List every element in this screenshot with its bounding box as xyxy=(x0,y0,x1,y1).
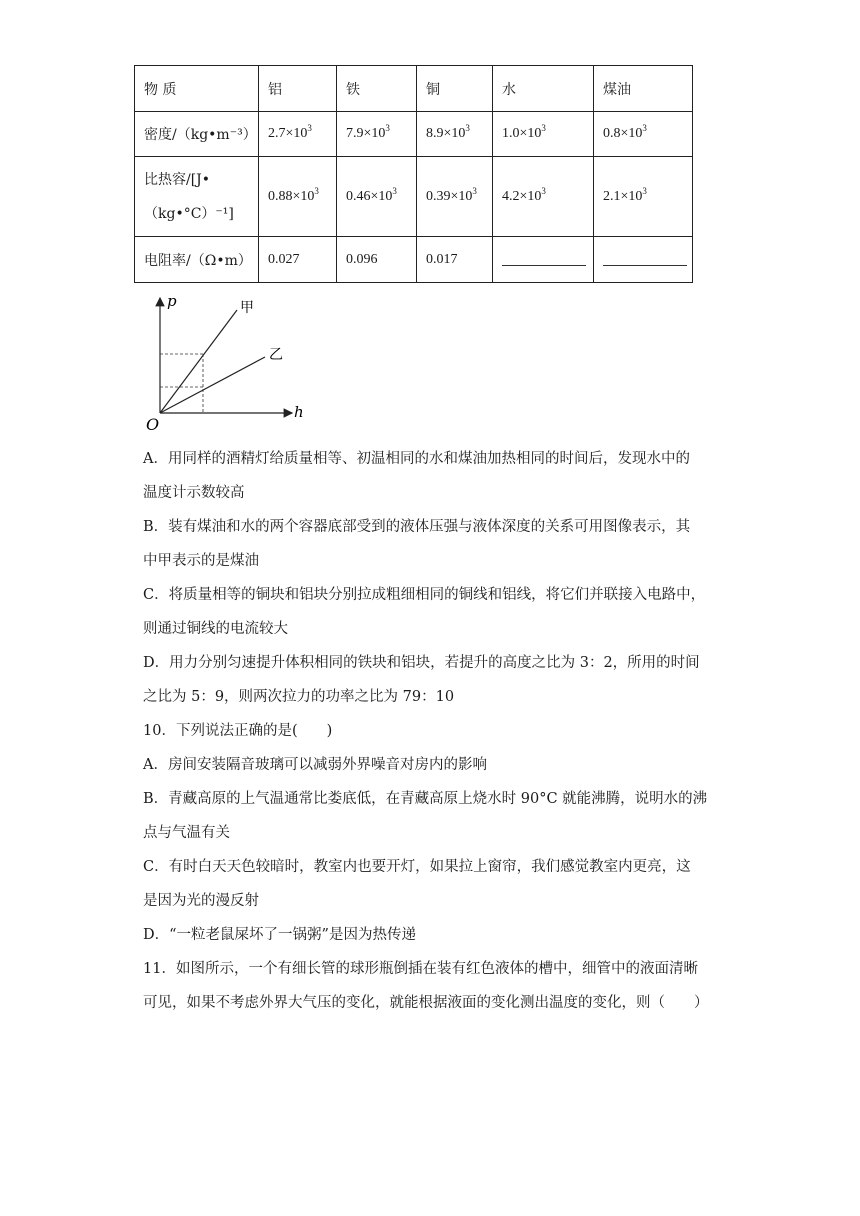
answer-blank xyxy=(603,253,687,266)
header-cell: 铁 xyxy=(337,66,417,112)
table-cell: 0.096 xyxy=(337,237,417,283)
line-yi xyxy=(160,357,265,413)
table-cell: $0.88\times 10^3$ xyxy=(259,157,337,237)
y-axis-label: p xyxy=(167,292,177,310)
answer-blank xyxy=(502,253,586,266)
table-row-resistivity xyxy=(135,237,693,283)
table-cell: $0.39\times 10^3$ xyxy=(417,157,493,237)
text-line: 则通过铜线的电流较大 xyxy=(143,621,288,637)
table-cell: $0.46\times 10^3$ xyxy=(337,157,417,237)
text-line: D．用力分别匀速提升体积相同的铁块和铝块，若提升的高度之比为 3：2，所用的时间 xyxy=(143,655,700,671)
text-line: 温度计示数较高 xyxy=(143,485,245,501)
table-row-specific-heat xyxy=(135,157,693,237)
text-line: A．房间安装隔音玻璃可以减弱外界噪音对房内的影响 xyxy=(143,757,487,773)
table-cell: 0.017 xyxy=(417,237,493,283)
text-line: 之比为 5：9，则两次拉力的功率之比为 79：10 xyxy=(143,689,455,705)
table-cell: $7.9\times 10^3$ xyxy=(337,112,417,157)
line-jia xyxy=(160,310,237,413)
header-cell: 铝 xyxy=(259,66,337,112)
table-row-density xyxy=(135,112,693,157)
table-cell: $2.7\times 10^3$ xyxy=(259,112,337,157)
table-header-row xyxy=(135,66,693,112)
question-10-stem: 10．下列说法正确的是( ) xyxy=(143,723,333,739)
table-cell: 0.027 xyxy=(259,237,337,283)
table-cell: $1.0\times 10^3$ xyxy=(493,112,594,157)
row-label-density: 密度/（kg•m⁻³） xyxy=(135,112,259,157)
text-line: 点与气温有关 xyxy=(143,825,230,841)
text-line: A．用同样的酒精灯给质量相等、初温相同的水和煤油加热相同的时间后，发现水中的 xyxy=(143,451,690,467)
row-label-resistivity: 电阻率/（Ω•m） xyxy=(135,237,259,283)
text-line: C．将质量相等的铜块和铝块分别拉成粗细相同的铜线和铝线，将它们并联接入电路中， xyxy=(143,587,706,603)
x-axis-label: h xyxy=(294,403,304,421)
blank-cell xyxy=(493,237,594,283)
blank-cell xyxy=(594,237,693,283)
table-cell: $2.1\times 10^3$ xyxy=(594,157,693,237)
line-jia-label: 甲 xyxy=(240,300,254,316)
origin-label: O xyxy=(146,415,160,434)
question-11-stem: 11．如图所示，一个有细长管的球形瓶倒插在装有红色液体的槽中，细管中的液面清晰 xyxy=(143,961,698,977)
table-cell: $0.8\times 10^3$ xyxy=(594,112,693,157)
text-line: 中甲表示的是煤油 xyxy=(143,553,259,569)
header-cell: 煤油 xyxy=(594,66,693,112)
text-line: D．“一粒老鼠屎坏了一锅粥”是因为热传递 xyxy=(143,927,416,943)
text-line: C．有时白天天色较暗时，教室内也要开灯，如果拉上窗帘，我们感觉教室内更亮，这 xyxy=(143,859,691,875)
line-yi-label: 乙 xyxy=(269,347,283,363)
material-properties-table xyxy=(134,65,693,283)
header-cell: 物 质 xyxy=(135,66,259,112)
text-line: B．青藏高原的上气温通常比娄底低，在青藏高原上烧水时 90°C 就能沸腾，说明水的沸 xyxy=(143,791,708,807)
header-cell: 水 xyxy=(493,66,594,112)
table-cell: $4.2\times 10^3$ xyxy=(493,157,594,237)
row-label-specific-heat: 比热容/[J• （kg•°C）⁻¹] xyxy=(135,157,259,237)
pressure-depth-graph xyxy=(140,290,310,435)
header-cell: 铜 xyxy=(417,66,493,112)
table-cell: $8.9\times 10^3$ xyxy=(417,112,493,157)
text-line: 可见，如果不考虑外界大气压的变化，就能根据液面的变化测出温度的变化，则（ ） xyxy=(143,995,709,1011)
text-line: 是因为光的漫反射 xyxy=(143,893,259,909)
text-line: B．装有煤油和水的两个容器底部受到的液体压强与液体深度的关系可用图像表示，其 xyxy=(143,519,691,535)
